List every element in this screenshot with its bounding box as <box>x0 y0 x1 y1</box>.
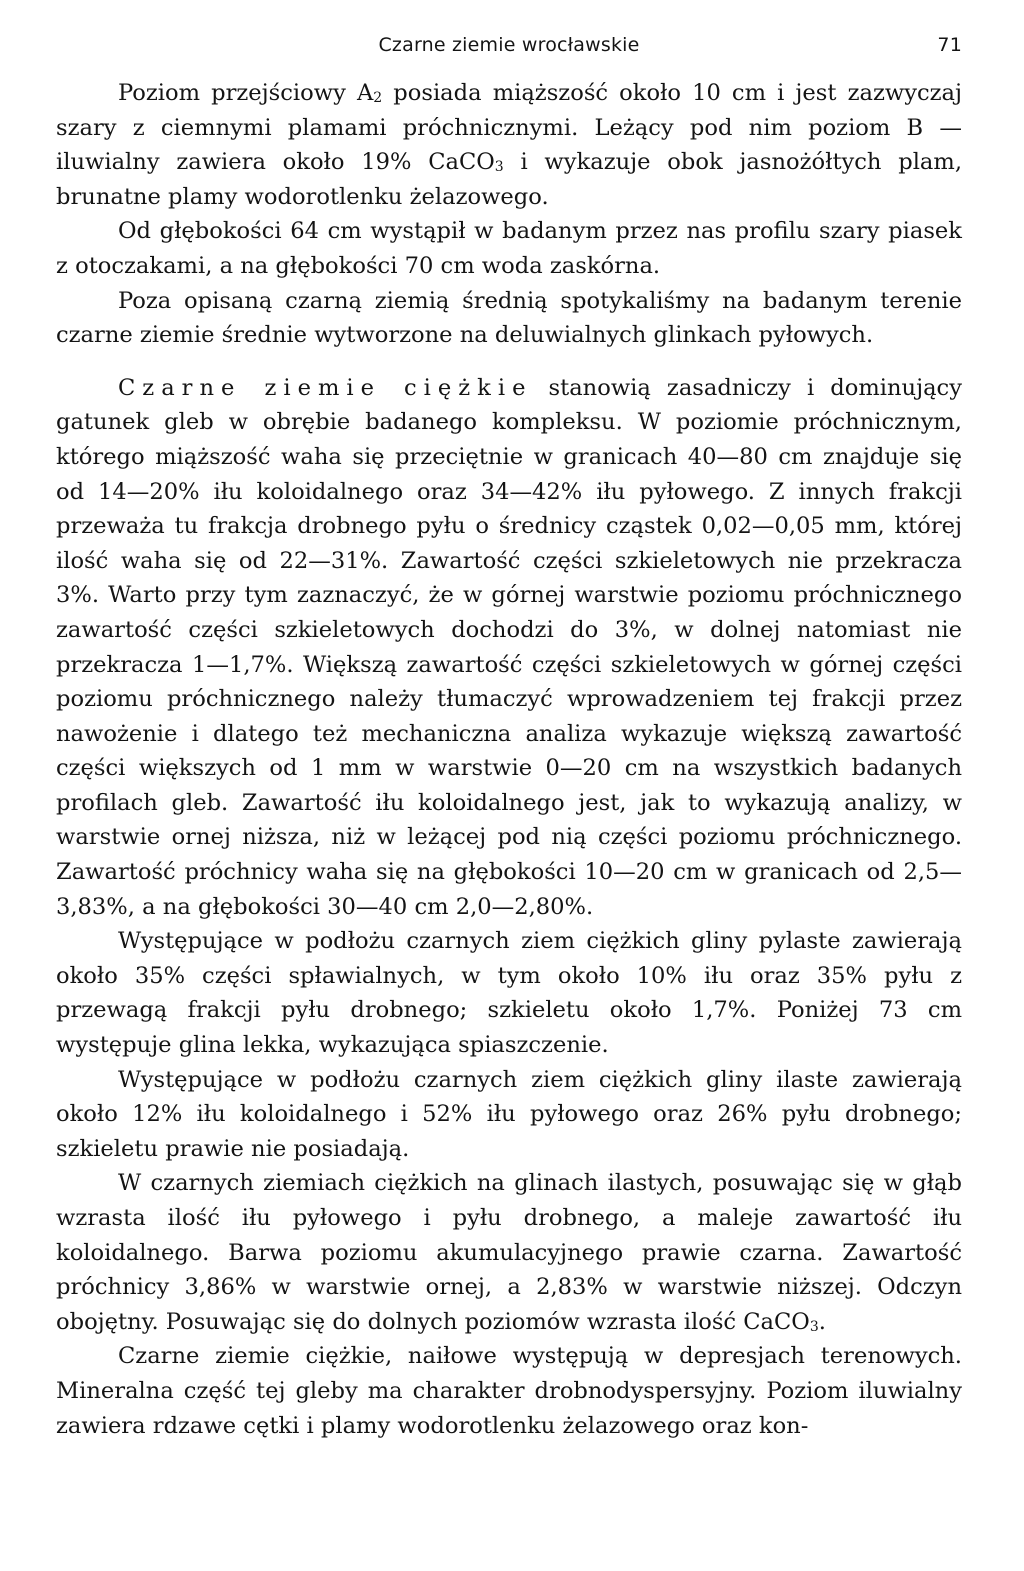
paragraph-clay-soils: W czarnych ziemiach ciężkich na glinach ilastych, posuwając się w głąb wzrasta ilość iłu pyłowego i pyłu drobnego, a maleje zawartość iłu koloidalnego. Barwa poziomu akumulacyjnego prawie czarna. Zawartość próchnicy 3,86% w warstwie ornej, a 2,83% w warstwie niższej. Odczyn obojętny. Posuwając się do dolnych poziomów wzrasta ilość CaCO$_3$. <box>56 1170 962 1335</box>
section-term: Czarne ziemie ciężkie <box>118 374 533 401</box>
paragraph-heavy-soils: Czarne ziemie ciężkie stanowią zasadniczy i dominujący gatunek gleb w obrębie badanego kompleksu. W poziomie próchnicznym, którego miąższość waha się przeciętnie w granicach 40—80 cm znajduje się od 14—20% iłu koloidalnego oraz 34—42% iłu pyłowego. Z innych frakcji przeważa tu frakcja drobnego pyłu o średnicy cząstek 0,02—0,05 mm, której ilość waha się od 22—31%. Zawartość części szkieletowych nie przekracza 3%. Warto przy tym zaznaczyć, że w górnej warstwie poziomu próchnicznego zawartość części szkieletowych dochodzi do 3%, w dolnej natomiast nie przekracza 1—1,7%. Większą zawartość części szkieletowych w górnej części poziomu próchnicznego należy tłumaczyć wprowadzeniem tej frakcji przez nawożenie i dlatego też mechaniczna analiza wykazuje większą zawartość części większych od 1 mm w warstwie 0—20 cm na wszystkich badanych profilach gleb. Zawartość iłu koloidalnego jest, jak to wykazują analizy, w warstwie ornej niższa, niż w leżącej pod nią części poziomu próchnicznego. Zawartość próchnicy waha się na głębokości 10—20 cm w granicach od 2,5—3,83%, a na głębokości 30—40 cm 2,0—2,80%. <box>56 374 962 920</box>
page-number: 71 <box>937 34 962 56</box>
paragraph-loamy-clays: Występujące w podłożu czarnych ziem ciężkich gliny ilaste zawierają około 12% iłu koloidalnego i 52% iłu pyłowego oraz 26% pyłu drobnego; szkieletu prawie nie posiadają. <box>56 1066 962 1162</box>
paragraph-sand-depth: Od głębokości 64 cm wystąpił w badanym przez nas profilu szary piasek z otoczakami, a na głębokości 70 cm woda zaskórna. <box>56 218 962 279</box>
paragraph-horizon-a2: Poziom przejściowy $A_2$ posiada miąższość około 10 cm i jest zazwyczaj szary z ciemnymi plamami próchnicznymi. Leżący pod nim poziom B — iluwialny zawiera około 19% CaCO$_3$ i wykazuje obok jasnożółtych plam, brunatne plamy wodorotlenku żelazowego. <box>56 80 963 210</box>
body-text <box>56 76 962 1443</box>
paragraph-silty-clays: Występujące w podłożu czarnych ziem ciężkich gliny pylaste zawierają około 35% części spławialnych, w tym około 10% iłu oraz 35% pyłu z przewagą frakcji pyłu drobnego; szkieletu około 1,7%. Poniżej 73 cm występuje glina lekka, wykazująca spiaszczenie. <box>56 928 962 1059</box>
paragraph-depressions: Czarne ziemie ciężkie, naiłowe występują w depresjach terenowych. Mineralna część tej gleby ma charakter drobnodyspersyjny. Poziom iluwialny zawiera rdzawe cętki i plamy wodorotlenku żelazowego oraz kon- <box>56 1343 962 1439</box>
running-header <box>56 28 962 64</box>
running-title: Czarne ziemie wrocławskie <box>378 34 640 56</box>
paragraph-deluvial: Poza opisaną czarną ziemią średnią spotykaliśmy na badanym terenie czarne ziemie średnie wytworzone na deluwialnych glinkach pyłowych. <box>56 287 962 349</box>
